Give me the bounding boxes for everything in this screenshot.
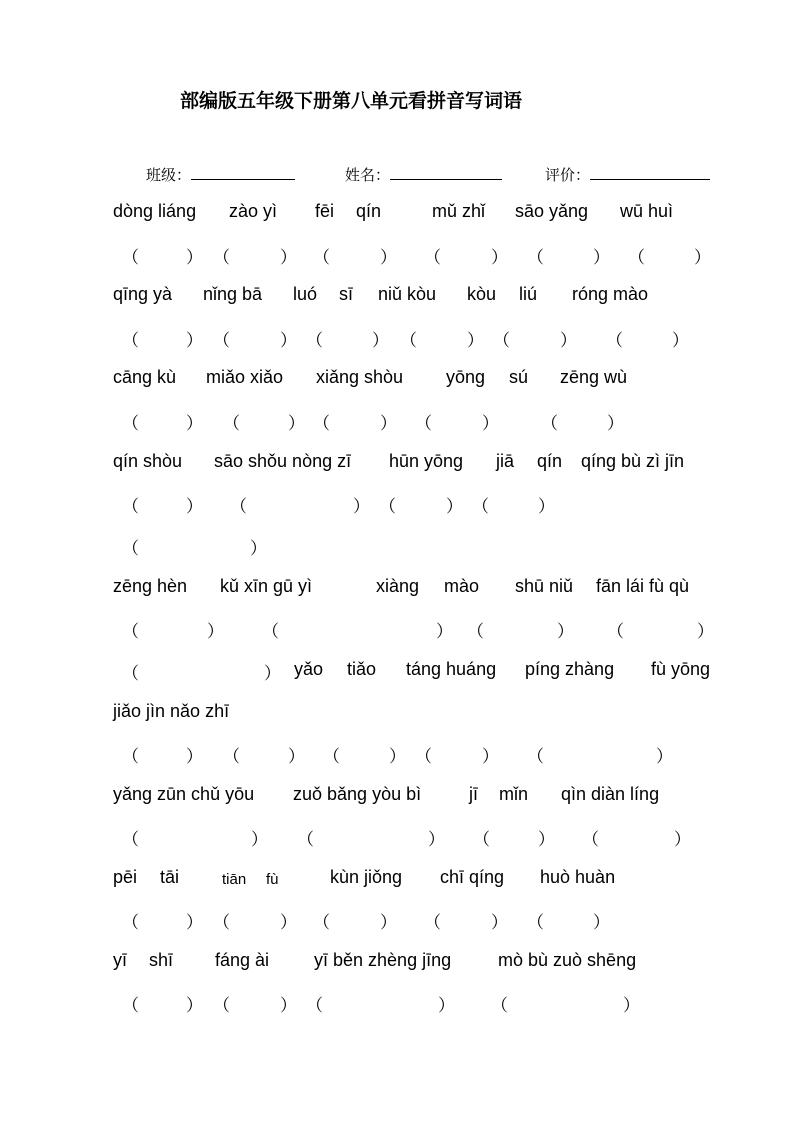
answer-close-paren: ）	[697, 622, 714, 642]
pinyin-word: jiǎo jìn nǎo zhī	[113, 701, 230, 721]
answer-open-paren: （	[223, 747, 240, 767]
answer-close-paren: ）	[593, 913, 610, 933]
answer-open-paren: （	[122, 331, 139, 351]
answer-close-paren: ）	[607, 414, 624, 434]
pinyin-word: kùn jiǒng	[330, 867, 403, 887]
answer-close-paren: ）	[380, 913, 397, 933]
answer-close-paren: ）	[186, 331, 203, 351]
pinyin-word: mǐn	[499, 784, 529, 804]
answer-close-paren: ）	[264, 664, 281, 684]
answer-open-paren: （	[122, 622, 139, 642]
pinyin-word: pēi	[113, 867, 138, 887]
answer-open-paren: （	[230, 497, 247, 517]
answer-close-paren: ）	[438, 996, 455, 1016]
answer-open-paren: （	[472, 497, 489, 517]
answer-open-paren: （	[606, 331, 623, 351]
name-label: 姓名：	[345, 166, 391, 184]
pinyin-word: qīng yà	[113, 284, 173, 304]
pinyin-word: tiān	[222, 871, 247, 888]
answer-close-paren: ）	[280, 248, 297, 268]
answer-open-paren: （	[122, 830, 139, 850]
answer-close-paren: ）	[694, 248, 711, 268]
pinyin-word: qín	[537, 451, 563, 471]
pinyin-word: kòu	[467, 284, 497, 304]
answer-open-paren: （	[323, 747, 340, 767]
page-title: 部编版五年级下册第八单元看拼音写词语	[180, 90, 523, 112]
answer-open-paren: （	[527, 248, 544, 268]
pinyin-word: qín shòu	[113, 451, 183, 471]
answer-open-paren: （	[223, 414, 240, 434]
answer-close-paren: ）	[251, 830, 268, 850]
pinyin-word: yī	[113, 950, 128, 970]
pinyin-word: tiǎo	[347, 659, 377, 679]
answer-close-paren: ）	[186, 248, 203, 268]
pinyin-word: mǔ zhǐ	[432, 201, 486, 221]
pinyin-word: táng huáng	[406, 659, 497, 679]
pinyin-word: nǐng bā	[203, 284, 263, 304]
pinyin-word: tāi	[160, 867, 180, 887]
pinyin-word: fù yōng	[651, 659, 711, 679]
answer-open-paren: （	[491, 996, 508, 1016]
answer-close-paren: ）	[207, 622, 224, 642]
pinyin-word: niǔ kòu	[378, 284, 437, 304]
answer-close-paren: ）	[656, 747, 673, 767]
pinyin-word: mò bù zuò shēng	[498, 950, 637, 970]
answer-close-paren: ）	[389, 747, 406, 767]
answer-close-paren: ）	[186, 913, 203, 933]
answer-close-paren: ）	[280, 913, 297, 933]
answer-open-paren: （	[122, 913, 139, 933]
answer-open-paren: （	[122, 248, 139, 268]
pinyin-word: fáng ài	[215, 950, 270, 970]
answer-open-paren: （	[122, 539, 139, 559]
answer-open-paren: （	[213, 996, 230, 1016]
eval-field	[545, 164, 710, 185]
pinyin-word: miǎo xiǎo	[206, 367, 284, 387]
answer-close-paren: ）	[280, 331, 297, 351]
answer-open-paren: （	[493, 331, 510, 351]
answer-open-paren: （	[527, 913, 544, 933]
pinyin-word: fān lái fù qù	[596, 576, 690, 596]
answer-open-paren: （	[400, 331, 417, 351]
eval-blank[interactable]	[590, 165, 710, 180]
answer-close-paren: ）	[186, 414, 203, 434]
pinyin-word: jiā	[496, 451, 515, 471]
pinyin-word: yōng	[446, 367, 486, 387]
class-label: 班级：	[146, 166, 192, 184]
answer-close-paren: ）	[186, 497, 203, 517]
pinyin-word: zuǒ bǎng yòu bì	[293, 784, 422, 804]
answer-close-paren: ）	[186, 996, 203, 1016]
answer-open-paren: （	[424, 248, 441, 268]
answer-open-paren: （	[628, 248, 645, 268]
pinyin-word: yǎng zūn chǔ yōu	[113, 784, 255, 804]
pinyin-word: fù	[266, 871, 279, 888]
pinyin-word: dòng liáng	[113, 201, 197, 221]
class-blank[interactable]	[191, 165, 295, 180]
answer-open-paren: （	[415, 747, 432, 767]
pinyin-word: hūn yōng	[389, 451, 464, 471]
pinyin-word: róng mào	[572, 284, 649, 304]
answer-open-paren: （	[213, 913, 230, 933]
answer-close-paren: ）	[491, 248, 508, 268]
pinyin-word: píng zhàng	[525, 659, 615, 679]
answer-open-paren: （	[297, 830, 314, 850]
pinyin-word: sú	[509, 367, 529, 387]
pinyin-word: luó	[293, 284, 318, 304]
pinyin-word: sāo yǎng	[515, 201, 589, 221]
answer-close-paren: ）	[538, 497, 555, 517]
answer-open-paren: （	[541, 414, 558, 434]
answer-close-paren: ）	[436, 622, 453, 642]
answer-close-paren: ）	[446, 497, 463, 517]
answer-close-paren: ）	[380, 414, 397, 434]
pinyin-word: xiǎng shòu	[316, 367, 404, 387]
answer-close-paren: ）	[560, 331, 577, 351]
answer-close-paren: ）	[288, 747, 305, 767]
pinyin-word: qín	[356, 201, 382, 221]
answer-close-paren: ）	[674, 830, 691, 850]
answer-open-paren: （	[306, 996, 323, 1016]
answer-open-paren: （	[415, 414, 432, 434]
answer-open-paren: （	[467, 622, 484, 642]
pinyin-word: mào	[444, 576, 480, 596]
answer-open-paren: （	[424, 913, 441, 933]
pinyin-word: kǔ xīn gū yì	[220, 576, 313, 596]
pinyin-word: zào yì	[229, 201, 278, 221]
pinyin-word: sāo shǒu nòng zī	[214, 451, 352, 471]
answer-close-paren: ）	[288, 414, 305, 434]
answer-close-paren: ）	[250, 539, 267, 559]
pinyin-word: xiàng	[376, 576, 420, 596]
answer-open-paren: （	[527, 747, 544, 767]
pinyin-word: shū niǔ	[515, 576, 574, 596]
answer-open-paren: （	[313, 913, 330, 933]
pinyin-word: shī	[149, 950, 174, 970]
answer-open-paren: （	[122, 664, 139, 684]
answer-close-paren: ）	[353, 497, 370, 517]
answer-close-paren: ）	[623, 996, 640, 1016]
pinyin-word: sī	[339, 284, 354, 304]
answer-close-paren: ）	[428, 830, 445, 850]
answer-open-paren: （	[313, 248, 330, 268]
name-field	[345, 164, 502, 185]
answer-close-paren: ）	[538, 830, 555, 850]
answer-open-paren: （	[213, 331, 230, 351]
answer-open-paren: （	[122, 996, 139, 1016]
pinyin-word: yǎo	[294, 659, 324, 679]
eval-label: 评价：	[545, 166, 591, 184]
answer-open-paren: （	[607, 622, 624, 642]
pinyin-word: qìn diàn líng	[561, 784, 660, 804]
answer-open-paren: （	[122, 497, 139, 517]
answer-close-paren: ）	[186, 747, 203, 767]
answer-close-paren: ）	[557, 622, 574, 642]
pinyin-word: chī qíng	[440, 867, 505, 887]
answer-open-paren: （	[473, 830, 490, 850]
answer-close-paren: ）	[672, 331, 689, 351]
pinyin-word: qíng bù zì jīn	[581, 451, 685, 471]
answer-open-paren: （	[306, 331, 323, 351]
pinyin-word: zēng wù	[560, 367, 628, 387]
answer-close-paren: ）	[372, 331, 389, 351]
answer-close-paren: ）	[593, 248, 610, 268]
pinyin-word: cāng kù	[113, 367, 177, 387]
name-blank[interactable]	[390, 165, 502, 180]
answer-open-paren: （	[213, 248, 230, 268]
pinyin-word: liú	[519, 284, 538, 304]
pinyin-word: jī	[469, 784, 478, 804]
pinyin-word: fēi	[315, 201, 335, 221]
pinyin-word: zēng hèn	[113, 576, 188, 596]
answer-close-paren: ）	[491, 913, 508, 933]
answer-close-paren: ）	[380, 248, 397, 268]
class-field	[146, 164, 295, 185]
answer-open-paren: （	[262, 622, 279, 642]
answer-close-paren: ）	[482, 414, 499, 434]
pinyin-word: huò huàn	[540, 867, 616, 887]
answer-close-paren: ）	[482, 747, 499, 767]
pinyin-word: wū huì	[620, 201, 674, 221]
answer-close-paren: ）	[467, 331, 484, 351]
pinyin-word: yī běn zhèng jīng	[314, 950, 452, 970]
answer-open-paren: （	[122, 414, 139, 434]
answer-open-paren: （	[582, 830, 599, 850]
answer-open-paren: （	[379, 497, 396, 517]
answer-open-paren: （	[122, 747, 139, 767]
answer-open-paren: （	[313, 414, 330, 434]
answer-close-paren: ）	[280, 996, 297, 1016]
